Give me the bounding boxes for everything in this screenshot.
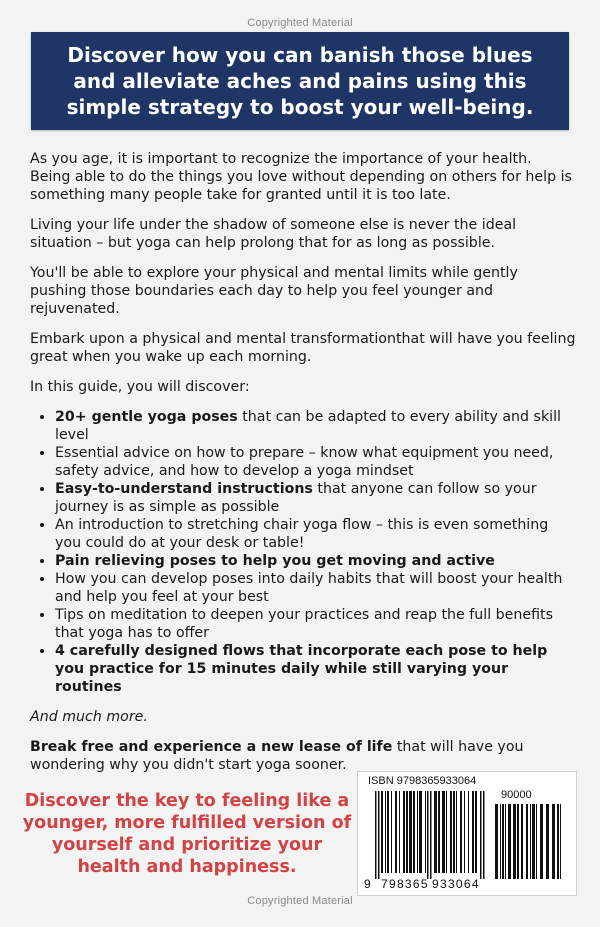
barcode-addon-bar: [502, 804, 504, 879]
barcode-guard-bar: [427, 791, 429, 879]
barcode-bar: [425, 791, 426, 873]
barcode-guard-bar: [375, 791, 377, 879]
barcode-bar: [395, 791, 397, 873]
barcode-bar: [403, 791, 405, 873]
list-item: [55, 480, 576, 516]
list-item-text: that can be adapted to every ability and skill level: [55, 409, 561, 443]
barcode-addon-bar: [513, 804, 516, 879]
barcode-addon-bar: [500, 804, 501, 879]
headline-text: Discover how you can banish those blues and alleviate aches and pains using this simple strategy to boost your well-being.: [66, 43, 534, 119]
barcode-addon-bar: [505, 804, 506, 879]
closing-text: that will have you wondering why you didn't start yoga sooner.: [30, 739, 524, 773]
barcode-bar: [442, 791, 445, 873]
barcode-addon-bar: [526, 804, 528, 879]
barcode-bar: [419, 791, 422, 873]
barcode-addon-bar: [546, 804, 549, 879]
barcode-bar: [438, 791, 440, 873]
barcode-addon-bar: [517, 804, 519, 879]
barcode-bar: [413, 791, 415, 873]
list-item: [55, 444, 576, 480]
watermark-top: Copyrighted Material: [247, 17, 353, 29]
barcode-guard-bar: [378, 791, 380, 879]
barcode-digit-first: 9: [364, 877, 371, 891]
list-item-text: Tips on meditation to deepen your practices and reap the full benefits that yoga has to offer: [55, 607, 554, 641]
list-item-bold: Easy-to-understand instructions: [55, 481, 313, 497]
list-item-text: that anyone can follow so your journey is as simple as possible: [55, 481, 537, 515]
isbn-label: ISBN 9798365933064: [368, 775, 477, 787]
barcode-bar: [475, 791, 477, 873]
paragraph: Embark upon a physical and mental transformationthat will have you feeling great when you wake up each morning.: [30, 331, 576, 365]
paragraph: As you age, it is important to recognize the importance of your health. Being able to do the things you love without depending on others for help is something many people take for granted until it is too late.: [30, 151, 572, 203]
list-item: [55, 606, 576, 642]
barcode-bar: [391, 791, 392, 873]
list-item-text: An introduction to stretching chair yoga flow – this is even something you could do at your desk or table!: [55, 517, 549, 551]
barcode-bar: [385, 791, 386, 873]
barcode-guard-bar: [483, 791, 485, 879]
barcode-bar: [381, 791, 383, 873]
barcode-bar: [446, 791, 447, 873]
barcode-bar: [399, 791, 400, 873]
barcode-bar: [464, 791, 465, 873]
barcode-bar: [434, 791, 437, 873]
barcode-bar: [387, 791, 389, 873]
isbn-barcode: [357, 771, 577, 896]
barcode-addon-bar: [508, 804, 511, 879]
barcode-bar: [456, 791, 457, 873]
barcode-addon-bar: [532, 804, 535, 879]
and-more-text: And much more.: [30, 709, 148, 725]
watermark-bottom: Copyrighted Material: [247, 895, 353, 907]
barcode-addon-bar: [521, 804, 523, 879]
barcode-digits-left: 798365: [381, 877, 429, 891]
barcode-addon-bar: [552, 804, 555, 879]
closing-bold: Break free and experience a new lease of life: [30, 739, 393, 755]
list-item-text: How you can develop poses into daily habits that will boost your health and help you feel at your best: [55, 571, 563, 605]
barcode-digits-right: 933064: [432, 877, 480, 891]
barcode-addon-bar: [557, 804, 559, 879]
barcode-bar: [460, 791, 462, 873]
list-item: [55, 516, 576, 552]
barcode-bar: [409, 791, 412, 873]
barcode-addon-bar: [540, 804, 543, 879]
list-item-bold: Pain relieving poses to help you get moving and active: [55, 553, 495, 569]
price-code: 90000: [501, 789, 532, 801]
paragraph: Living your life under the shadow of someone else is never the ideal situation – but yoga can help prolong that for as long as possible.: [30, 217, 517, 251]
barcode-bar: [468, 791, 469, 873]
barcode-bar: [472, 791, 474, 873]
closing-paragraph: [30, 738, 576, 774]
barcode-addon-bar: [495, 804, 498, 879]
list-item-text: Essential advice on how to prepare – know what equipment you need, safety advice, and how to develop a yoga mindset: [55, 445, 554, 479]
list-item-bold: 4 carefully designed flows that incorporate each pose to help you practice for 15 minutes daily while still varying your routines: [55, 643, 548, 695]
barcode-addon-bar: [530, 804, 531, 879]
description-body: [30, 150, 576, 786]
paragraph: You'll be able to explore your physical and mental limits while gently pushing those boundaries each day to help you feel younger and rejuvenated.: [30, 265, 518, 317]
headline-banner: [31, 32, 569, 130]
barcode-bar: [450, 791, 452, 873]
barcode-addon-bar: [536, 804, 537, 879]
list-item: [55, 408, 576, 444]
barcode-guard-bar: [480, 791, 482, 879]
barcode-bar: [453, 791, 455, 873]
barcode-bar: [417, 791, 418, 873]
barcode-bar: [406, 791, 408, 873]
barcode-addon-bar: [560, 804, 561, 879]
list-item: [55, 570, 576, 606]
paragraph: In this guide, you will discover:: [30, 379, 250, 395]
list-item-bold: 20+ gentle yoga poses: [55, 409, 238, 425]
call-to-action: Discover the key to feeling like a younger, more fulfilled version of yourself and prioritize your health and happiness.: [22, 791, 352, 877]
barcode-guard-bar: [430, 791, 432, 879]
list-item: [55, 552, 576, 570]
list-item: [55, 642, 576, 696]
benefit-list: [30, 408, 576, 696]
